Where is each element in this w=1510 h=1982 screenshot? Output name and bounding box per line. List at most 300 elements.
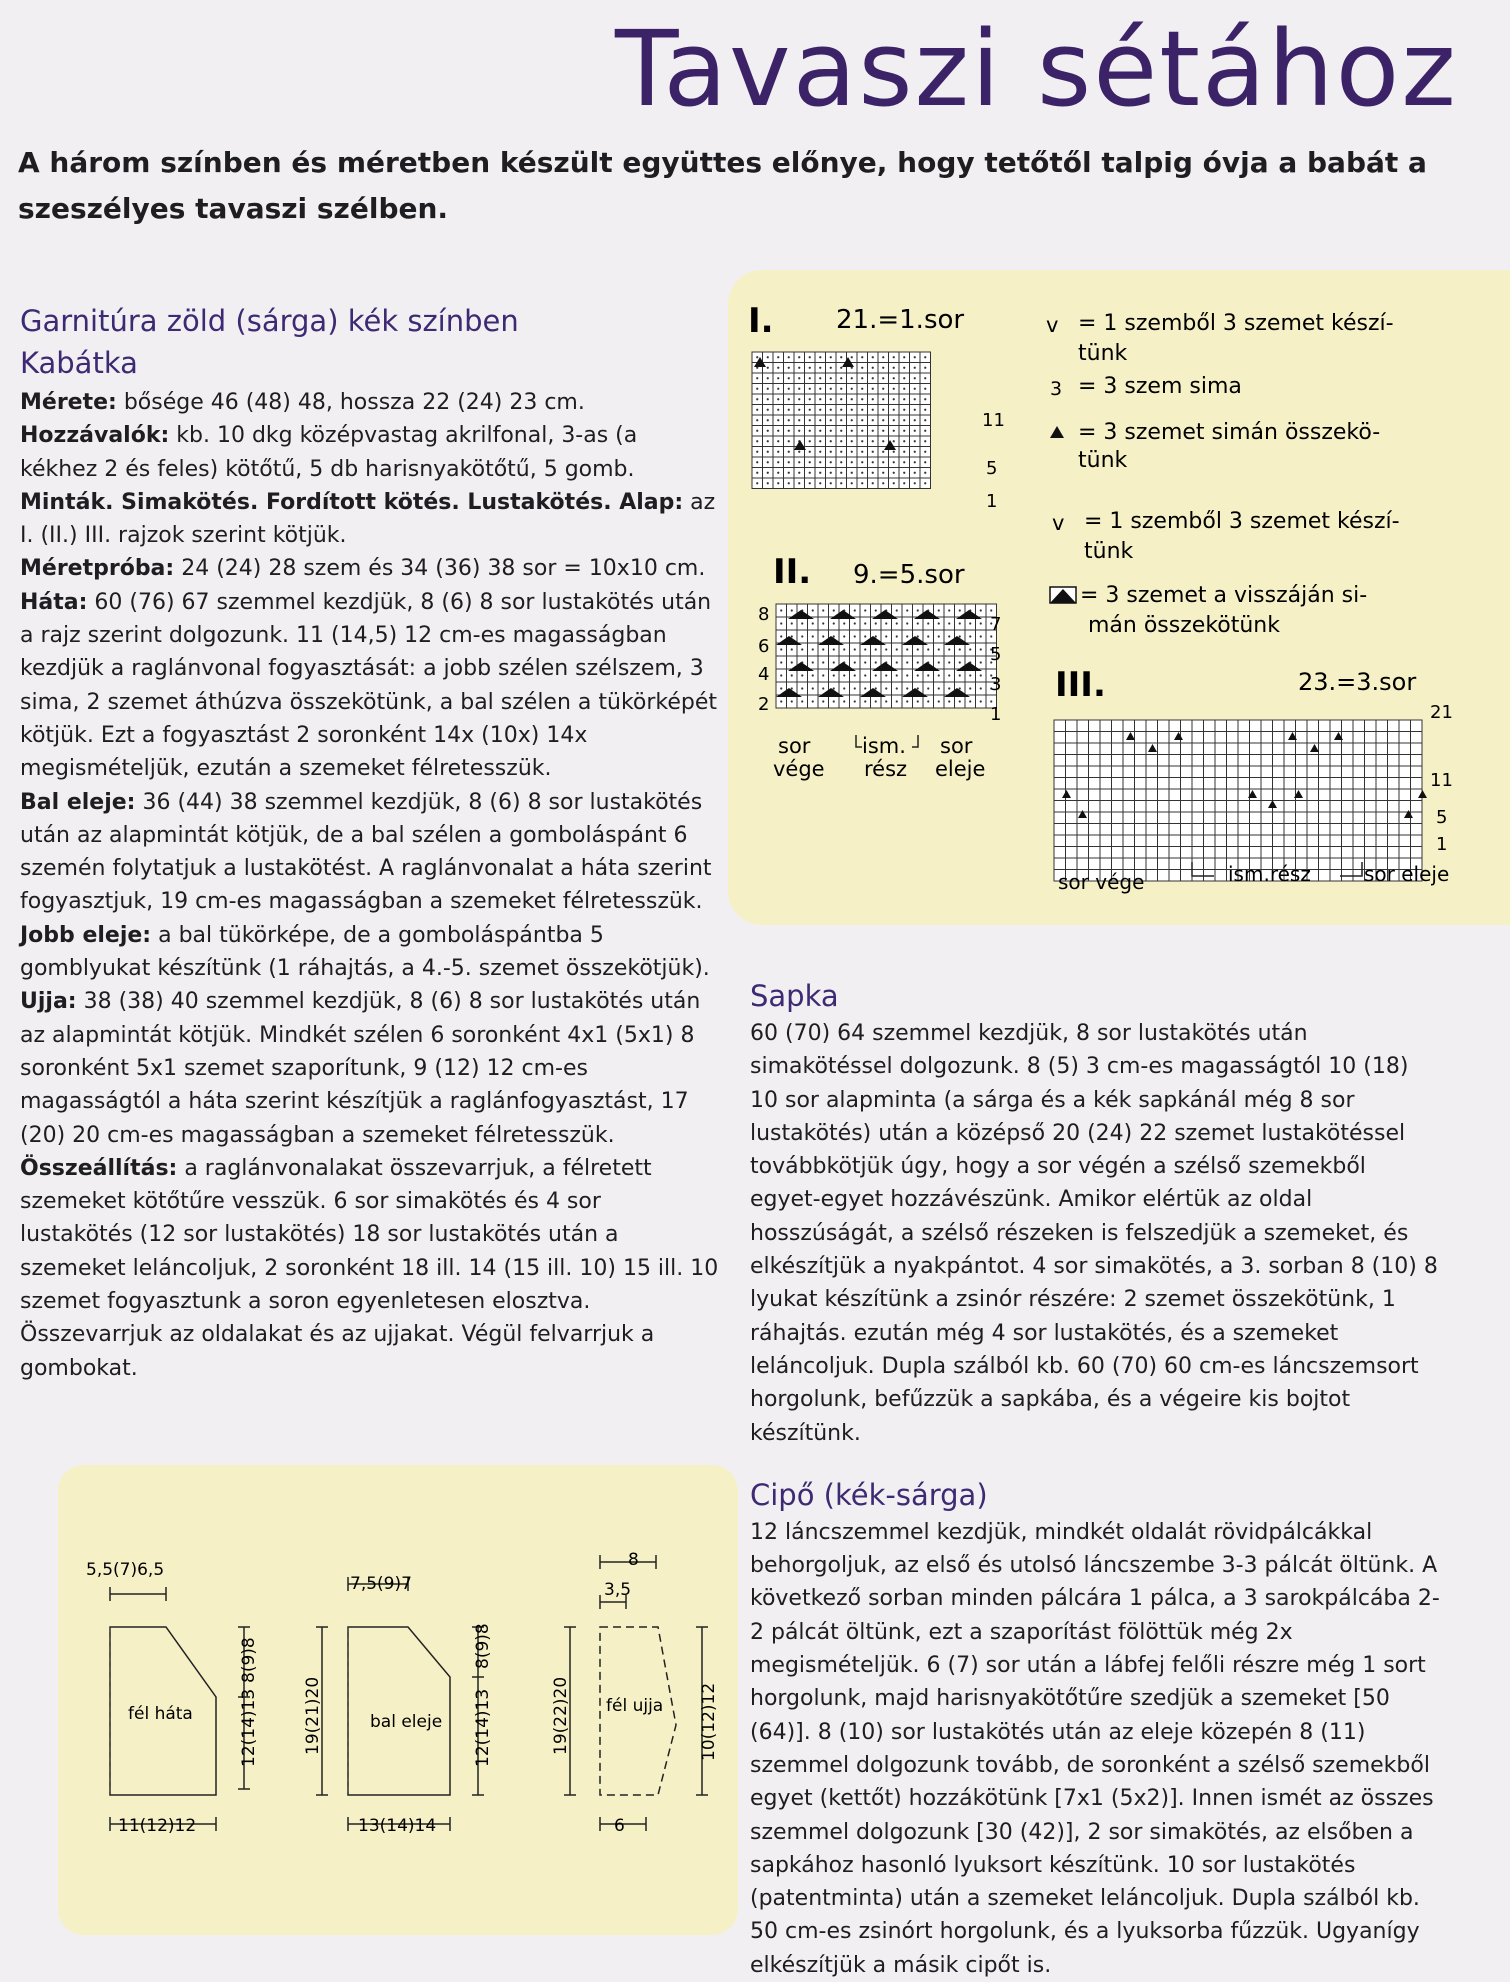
chart-dot: [896, 661, 898, 663]
chart-cell: [1273, 766, 1285, 778]
chart-cell: [1054, 732, 1066, 744]
lead-paragraph: A három színben és méretben készült együttes előnye, hogy tetőtől talpig óvja a babát a szeszélyes tavaszi szélben.: [18, 146, 1427, 225]
chart-cell: [1399, 789, 1411, 801]
chart-cell: [1353, 789, 1365, 801]
chart-cell: [1376, 743, 1388, 755]
chart-dot: [924, 367, 926, 369]
chart-cell: [1284, 824, 1296, 836]
chart-cell: [1123, 847, 1135, 859]
chart-cell: [1284, 743, 1296, 755]
chart-dot: [788, 409, 790, 411]
chart-cell: [1399, 755, 1411, 767]
chart-cell: [1388, 812, 1400, 824]
chart-cell: [1411, 824, 1423, 836]
chart-cell: [1123, 858, 1135, 870]
chart-dot: [969, 687, 971, 689]
chart-dot: [969, 674, 971, 676]
chart-dot: [791, 648, 793, 650]
chart-dot: [777, 440, 779, 442]
chart-cell: [1146, 789, 1158, 801]
chart-dot: [780, 700, 782, 702]
chart-dot: [903, 398, 905, 400]
chart-cell: [1330, 766, 1342, 778]
chart-cell: [1112, 835, 1124, 847]
chart-dot: [767, 356, 769, 358]
chart-1-row-11: 11: [982, 410, 1005, 431]
chart-cell: [1273, 732, 1285, 744]
chart-dot: [854, 622, 856, 624]
chart-cell: [1054, 824, 1066, 836]
chart-dot: [882, 367, 884, 369]
chart-dot: [822, 635, 824, 637]
chart-cell: [1365, 766, 1377, 778]
chart-dot: [854, 635, 856, 637]
chart-dot: [896, 635, 898, 637]
hat-text: 60 (70) 64 szemmel kezdjük, 8 sor lustakötés után simakötéssel dolgozunk. 8 (5) 3 cm-es magasságtól 10 (18) 10 sor alapminta (a sárga és a kék sapkánál még 8 sor lustakötés) után a középső 20 (24) 22 szemet lustakötéssel továbbkötjük úgy, hogy a sor végén a szélső szemekből egyet-egyet hozzávészünk. Amikor elértük az oldal hosszúságát, a szélső részeken is felszedjük a szemeket, és elkészítjük a nyakpántot. 4 sor simakötés, a 3. sorban 8 (10) 8 lyukat készítünk a zsinór részére: 2 szemet összekötünk, 1 ráhajtás. ezután még 4 sor lustakötés, és a szemeket leláncoljuk. Dupla szálból kb. 60 (70) 60 cm-es láncszemsort horgolunk, befűzzük a sapkába, és a végeire kis bojtot készítünk.: [750, 1021, 1438, 1446]
chart-cell: [1066, 778, 1078, 790]
chart-1-row-5: 5: [986, 458, 998, 479]
chart-cell: [1296, 824, 1308, 836]
chart-dot: [809, 356, 811, 358]
chart-dot: [861, 377, 863, 379]
chart-dot: [917, 622, 919, 624]
chart-dot: [882, 451, 884, 453]
chart-dot: [959, 700, 961, 702]
chart-dot: [756, 377, 758, 379]
chart-2-foot-sor2: sor: [940, 734, 973, 758]
chart-dot: [980, 661, 982, 663]
chart-cell: [1077, 801, 1089, 813]
chart-dot: [864, 687, 866, 689]
chart-dot: [959, 661, 961, 663]
chart-cell: [1181, 835, 1193, 847]
chart-2-right-7: 7: [990, 614, 1002, 635]
chart-cell: [1192, 755, 1204, 767]
right-front-para: [20, 919, 720, 986]
chart-cell: [1319, 801, 1331, 813]
pattern-chart-panel: [728, 270, 1510, 925]
chart-dot: [843, 622, 845, 624]
legend-1-symbol: v: [1046, 313, 1059, 337]
chart-dot: [914, 377, 916, 379]
chart-3-foot-sor-eleje: sor eleje: [1364, 862, 1450, 886]
chart-dot: [896, 609, 898, 611]
chart-dot: [780, 661, 782, 663]
chart-dot: [906, 674, 908, 676]
chart-dot: [938, 674, 940, 676]
chart-cell: [1307, 847, 1319, 859]
front-side-height: 12(14)13: [473, 1688, 493, 1767]
assembly-text: a raglánvonalakat összevarrjuk, a félretett szemeket kötőtűre vesszük. 6 sor simakötés és 4 sor lustakötés (12 sor lustakötés) 18 sor lustakötés után a szemeket leláncoljuk, 2 soronként 18 ill. 14 (15 ill. 10) 15 ill. 10 szemet fogyasztunk a soron egyenletesen elosztva.: [20, 1155, 719, 1315]
chart-cell: [1204, 801, 1216, 813]
chart-cell: [1089, 778, 1101, 790]
chart-cell: [1411, 720, 1423, 732]
chart-dot: [819, 409, 821, 411]
chart-cell: [1238, 755, 1250, 767]
chart-dot: [914, 482, 916, 484]
chart-dot: [980, 635, 982, 637]
chart-dot: [822, 622, 824, 624]
chart-dot: [819, 377, 821, 379]
chart-cell: [1353, 778, 1365, 790]
chart-cell: [1353, 732, 1365, 744]
chart-cell: [1192, 789, 1204, 801]
chart-dot: [812, 661, 814, 663]
chart-cell: [1215, 778, 1227, 790]
chart-dot: [896, 622, 898, 624]
chart-dot: [788, 461, 790, 463]
chart-cell: [1273, 755, 1285, 767]
chart-dot: [851, 430, 853, 432]
chart-dot: [927, 674, 929, 676]
chart-cell: [1342, 801, 1354, 813]
chart-cell: [1215, 743, 1227, 755]
chart-dot: [882, 419, 884, 421]
chart-dot: [969, 635, 971, 637]
chart-cell: [1330, 778, 1342, 790]
chart-cell: [1123, 766, 1135, 778]
chart-cell: [1353, 858, 1365, 870]
chart-dot: [833, 674, 835, 676]
chart-cell: [1112, 801, 1124, 813]
chart-cell: [1089, 835, 1101, 847]
chart-cell: [1066, 732, 1078, 744]
chart-2-grid: [776, 604, 997, 708]
chart-cell: [1307, 766, 1319, 778]
chart-dot: [914, 461, 916, 463]
chart-dot: [819, 419, 821, 421]
chart-dot: [767, 377, 769, 379]
chart-dot: [791, 622, 793, 624]
chart-cell: [1158, 824, 1170, 836]
chart-dot: [809, 419, 811, 421]
chart-cell: [1238, 824, 1250, 836]
chart-dot: [840, 482, 842, 484]
chart-cell: [1066, 801, 1078, 813]
chart-cell: [1123, 755, 1135, 767]
chart-dot: [924, 419, 926, 421]
chart-dot: [882, 388, 884, 390]
chart-cell: [1054, 835, 1066, 847]
chart-dot: [854, 648, 856, 650]
right-column: [750, 975, 1440, 1982]
legend-2-text: = 3 szem sima: [1078, 374, 1242, 399]
chart-cell: [1146, 835, 1158, 847]
chart-dot: [798, 377, 800, 379]
chart-dot: [767, 419, 769, 421]
chart-2-right-3: 3: [990, 674, 1002, 695]
chart-dot: [924, 440, 926, 442]
chart-cell: [1100, 789, 1112, 801]
chart-cell: [1100, 858, 1112, 870]
chart-2-foot-resz: rész: [864, 757, 908, 781]
chart-cell: [1376, 847, 1388, 859]
right-front-text: a bal tükörképe, de a gomboláspántba 5 gomblyukat készítünk (1 ráhajtás, a 4.-5. szemet összekötjük).: [20, 922, 710, 982]
chart-dot: [893, 398, 895, 400]
chart-dot: [830, 430, 832, 432]
chart-cell: [1399, 720, 1411, 732]
chart-dot: [948, 635, 950, 637]
chart-dot: [830, 451, 832, 453]
chart-cell: [1273, 847, 1285, 859]
chart-dot: [830, 367, 832, 369]
chart-cell: [1066, 812, 1078, 824]
front-bottom-width: 13(14)14: [358, 1816, 437, 1836]
chart-cell: [1273, 743, 1285, 755]
chart-dot: [767, 472, 769, 474]
chart-dot: [798, 398, 800, 400]
chart-cell: [1204, 847, 1216, 859]
chart-cell: [1089, 720, 1101, 732]
chart-cell: [1342, 847, 1354, 859]
chart-cell: [1100, 847, 1112, 859]
chart-cell: [1066, 720, 1078, 732]
sleeve-para: [20, 985, 720, 1151]
front-label: bal eleje: [370, 1712, 443, 1732]
chart-cell: [1319, 858, 1331, 870]
chart-cell: [1215, 870, 1227, 882]
chart-cell: [1376, 732, 1388, 744]
chart-cell: [1089, 847, 1101, 859]
chart-cell: [1089, 732, 1101, 744]
chart-dot: [767, 482, 769, 484]
chart-dot: [864, 700, 866, 702]
front-raglan-height: 8(9)8: [473, 1623, 493, 1669]
chart-cell: [1158, 847, 1170, 859]
sleeve-side-height: 10(12)12: [699, 1682, 719, 1761]
chart-cell: [1238, 847, 1250, 859]
chart-cell: [1261, 755, 1273, 767]
chart-cell: [1342, 755, 1354, 767]
chart-cell: [1054, 743, 1066, 755]
chart-dot: [990, 609, 992, 611]
chart-cell: [1112, 858, 1124, 870]
chart-dot: [843, 687, 845, 689]
back-text: 60 (76) 67 szemmel kezdjük, 8 (6) 8 sor lustakötés után a rajz szerint dolgozunk. 11 (14,5) 12 cm-es magasságban kezdjük a raglánvonal fogyasztását: a jobb szélen szélszem, 3 sima, 2 szemet áthúzva összekötünk, a bal szélen a tükörképét kötjük. Ezt a fogyasztást 2 soronként 14x (10x) 14x megismételjük, ezután a szemeket félretesszük.: [20, 589, 718, 782]
chart-cell: [1261, 778, 1273, 790]
chart-cell: [1307, 824, 1319, 836]
chart-dot: [780, 648, 782, 650]
chart-cell: [1330, 835, 1342, 847]
chart-dot: [819, 398, 821, 400]
chart-cell: [1077, 720, 1089, 732]
chart-cell: [1089, 755, 1101, 767]
chart-cell: [1376, 720, 1388, 732]
chart-dot: [893, 472, 895, 474]
chart-dot: [924, 451, 926, 453]
legend-1-text-b: tünk: [1078, 341, 1128, 366]
chart-dot: [840, 451, 842, 453]
chart-cell: [1181, 789, 1193, 801]
chart-dot: [798, 419, 800, 421]
shoe-heading: Cipő (kék-sárga): [750, 1477, 988, 1512]
chart-dot: [788, 440, 790, 442]
chart-cell: [1181, 847, 1193, 859]
chart-dot: [896, 674, 898, 676]
chart-3-grid: [1054, 720, 1427, 881]
chart-dot: [756, 409, 758, 411]
chart-dot: [777, 430, 779, 432]
chart-dot: [927, 635, 929, 637]
chart-dot: [798, 461, 800, 463]
chart-cell: [1112, 789, 1124, 801]
chart-cell: [1388, 835, 1400, 847]
chart-dot: [861, 472, 863, 474]
chart-dot: [948, 700, 950, 702]
chart-dot: [822, 674, 824, 676]
chart-cell: [1296, 801, 1308, 813]
chart-dot: [885, 674, 887, 676]
chart-cell: [1181, 766, 1193, 778]
chart-dot: [830, 356, 832, 358]
chart-dot: [914, 356, 916, 358]
materials-label: Hozzávalók:: [20, 423, 170, 449]
chart-dot: [788, 419, 790, 421]
chart-dot: [875, 661, 877, 663]
legend-5-text-b: mán összekötünk: [1088, 613, 1280, 638]
chart-cell: [1296, 766, 1308, 778]
chart-cell: [1238, 720, 1250, 732]
chart-dot: [906, 635, 908, 637]
chart-dot: [833, 622, 835, 624]
chart-dot: [896, 687, 898, 689]
chart-dot: [767, 440, 769, 442]
chart-cell: [1204, 720, 1216, 732]
chart-dot: [798, 367, 800, 369]
chart-cell: [1411, 743, 1423, 755]
chart-dot: [927, 648, 929, 650]
chart-cell: [1135, 847, 1147, 859]
chart-cell: [1169, 847, 1181, 859]
chart-cell: [1135, 812, 1147, 824]
chart-cell: [1227, 824, 1239, 836]
assembly-label: Összeállítás:: [20, 1155, 178, 1181]
chart-cell: [1066, 835, 1078, 847]
size-label: Mérete:: [20, 390, 117, 415]
chart-cell: [1284, 778, 1296, 790]
chart-cell: [1089, 743, 1101, 755]
chart-cell: [1227, 847, 1239, 859]
chart-cell: [1192, 824, 1204, 836]
chart-dot: [980, 648, 982, 650]
chart-cell: [1066, 847, 1078, 859]
hat-heading: Sapka: [750, 979, 839, 1013]
chart-cell: [1204, 755, 1216, 767]
chart-dot: [903, 419, 905, 421]
chart-cell: [1376, 824, 1388, 836]
chart-dot: [882, 356, 884, 358]
chart-dot: [893, 461, 895, 463]
chart-cell: [1146, 847, 1158, 859]
chart-dot: [801, 687, 803, 689]
chart-cell: [1330, 801, 1342, 813]
chart-cell: [1077, 755, 1089, 767]
chart-dot: [851, 482, 853, 484]
chart-cell: [1307, 801, 1319, 813]
chart-dot: [812, 648, 814, 650]
chart-cell: [1066, 743, 1078, 755]
chart-cell: [1353, 835, 1365, 847]
chart-cell: [1077, 743, 1089, 755]
chart-dot: [861, 409, 863, 411]
chart-cell: [1112, 824, 1124, 836]
chart-dot: [875, 609, 877, 611]
chart-cell: [1365, 801, 1377, 813]
chart-cell: [1135, 778, 1147, 790]
chart-cell: [1123, 835, 1135, 847]
chart-cell: [1284, 789, 1296, 801]
chart-cell: [1215, 847, 1227, 859]
chart-dot: [851, 451, 853, 453]
chart-cell: [1227, 720, 1239, 732]
chart-cell: [1135, 755, 1147, 767]
chart-cell: [1353, 743, 1365, 755]
chart-2-right-5: 5: [990, 644, 1002, 665]
left-front-text: 36 (44) 38 szemmel kezdjük, 8 (6) 8 sor lustakötés után az alapmintát kötjük, de a bal szélen a gomboláspánt 6 szemén folytatjuk a lustakötést. A raglánvonalat a háta szerint fogyasztjuk, 19 cm-es magasságban a szemeket félretesszük.: [20, 789, 712, 915]
chart-dot: [819, 356, 821, 358]
patterns-para: [20, 486, 720, 553]
chart-dot: [830, 377, 832, 379]
chart-cell: [1388, 789, 1400, 801]
chart-dot: [780, 674, 782, 676]
chart-dot: [948, 661, 950, 663]
chart-cell: [1158, 835, 1170, 847]
chart-dot: [882, 482, 884, 484]
chart-cell: [1123, 789, 1135, 801]
chart-dot: [903, 430, 905, 432]
chart-dot: [777, 461, 779, 463]
chart-dot: [861, 367, 863, 369]
chart-cell: [1342, 732, 1354, 744]
chart-dot: [840, 398, 842, 400]
chart-cell: [1169, 835, 1181, 847]
chart-cell: [1388, 824, 1400, 836]
chart-cell: [1192, 732, 1204, 744]
left-front-label: Bal eleje:: [20, 789, 136, 815]
chart-cell: [1307, 720, 1319, 732]
chart-cell: [1112, 847, 1124, 859]
chart-cell: [1135, 858, 1147, 870]
chart-cell: [1181, 743, 1193, 755]
chart-cell: [1250, 778, 1262, 790]
chart-cell: [1250, 801, 1262, 813]
chart-dot: [917, 635, 919, 637]
chart-dot: [861, 440, 863, 442]
chart-cell: [1353, 847, 1365, 859]
chart-dot: [861, 461, 863, 463]
chart-cell: [1112, 766, 1124, 778]
chart-dot: [872, 482, 874, 484]
chart-dot: [882, 440, 884, 442]
chart-cell: [1100, 743, 1112, 755]
chart-cell: [1066, 755, 1078, 767]
chart-cell: [1181, 778, 1193, 790]
chart-dot: [777, 398, 779, 400]
chart-cell: [1192, 812, 1204, 824]
chart-cell: [1238, 812, 1250, 824]
chart-cell: [1135, 824, 1147, 836]
chart-dot: [854, 661, 856, 663]
chart-dot: [801, 648, 803, 650]
chart-cell: [1077, 732, 1089, 744]
chart-cell: [1296, 778, 1308, 790]
chart-dot: [819, 367, 821, 369]
chart-cell: [1388, 801, 1400, 813]
chart-dot: [875, 687, 877, 689]
chart-cell: [1365, 720, 1377, 732]
chart-cell: [1066, 766, 1078, 778]
chart-cell: [1215, 720, 1227, 732]
